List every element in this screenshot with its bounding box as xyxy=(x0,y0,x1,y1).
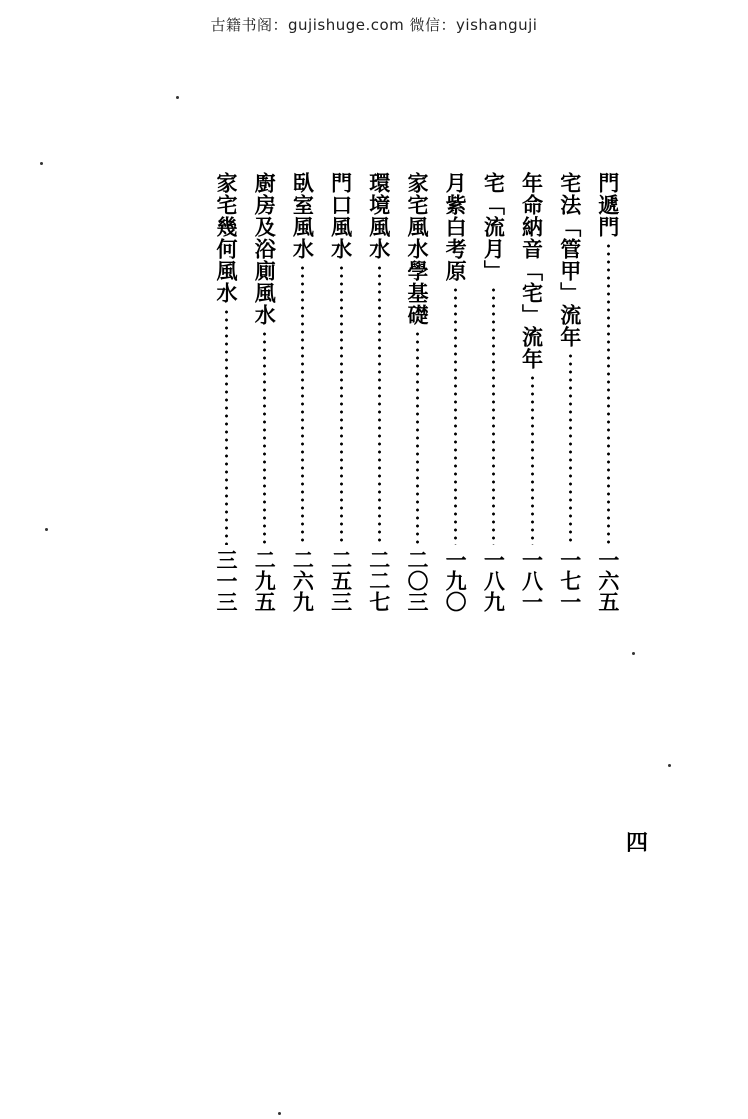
toc-entry-title: 門口風水 xyxy=(328,172,354,260)
toc-entry xyxy=(365,172,393,612)
toc-entry xyxy=(479,172,507,612)
toc-entry xyxy=(288,172,316,612)
toc-entry-page: 二六九 xyxy=(290,549,316,612)
toc-entry-title: 宅「流月」 xyxy=(481,172,507,282)
scan-speck xyxy=(176,96,179,99)
toc-entry xyxy=(594,172,622,612)
toc-entry-page: 一七一 xyxy=(557,549,583,612)
leader-dots xyxy=(454,286,457,545)
toc-entry-title: 門遞門 xyxy=(595,172,621,238)
toc-entry xyxy=(556,172,584,612)
toc-entry-page: 二九五 xyxy=(252,549,278,612)
leader-dots xyxy=(225,308,228,545)
toc-entry-title: 月紫白考原 xyxy=(443,172,469,282)
table-of-contents xyxy=(212,172,622,612)
toc-entry-page: 一八一 xyxy=(519,549,545,612)
toc-entry-title: 年命納音「宅」流年 xyxy=(519,172,545,370)
toc-entry xyxy=(212,172,240,612)
toc-entry-title: 宅法「管甲」流年 xyxy=(557,172,583,348)
toc-entry xyxy=(403,172,431,612)
leader-dots xyxy=(531,374,534,545)
toc-entry-title: 環境風水 xyxy=(366,172,392,260)
toc-entry xyxy=(327,172,355,612)
toc-entry-page: 二二七 xyxy=(366,549,392,612)
toc-entry-title: 家宅幾何風水 xyxy=(214,172,239,304)
scan-speck xyxy=(278,1112,281,1115)
leader-dots xyxy=(416,330,419,545)
toc-entry-page: 一九〇 xyxy=(443,549,469,612)
leader-dots xyxy=(340,264,343,545)
toc-entry-title: 家宅風水學基礎 xyxy=(404,172,430,326)
leader-dots xyxy=(569,352,572,545)
leader-dots xyxy=(607,242,610,545)
toc-entry-page: 一八九 xyxy=(481,549,507,612)
watermark-text: 古籍书阁：gujishuge.com 微信：yishanguji xyxy=(210,16,538,34)
leader-dots xyxy=(301,264,304,545)
toc-entry-page: 二〇三 xyxy=(404,549,430,612)
toc-entry xyxy=(441,172,469,612)
scan-speck xyxy=(668,764,671,767)
toc-entry-page: 二五三 xyxy=(328,549,354,612)
toc-entry-title: 廚房及浴廁風水 xyxy=(252,172,278,326)
scan-speck xyxy=(40,162,43,165)
toc-entry xyxy=(250,172,278,612)
toc-entry-page: 一六五 xyxy=(595,549,621,612)
leader-dots xyxy=(378,264,381,545)
toc-entry-title: 臥室風水 xyxy=(290,172,316,260)
scan-speck xyxy=(632,652,635,655)
leader-dots xyxy=(492,286,495,545)
leader-dots xyxy=(263,330,266,545)
toc-entry xyxy=(518,172,546,612)
page-number: 四 xyxy=(626,831,649,856)
scan-speck xyxy=(45,528,48,531)
toc-entry-page: 三一三 xyxy=(214,549,239,612)
